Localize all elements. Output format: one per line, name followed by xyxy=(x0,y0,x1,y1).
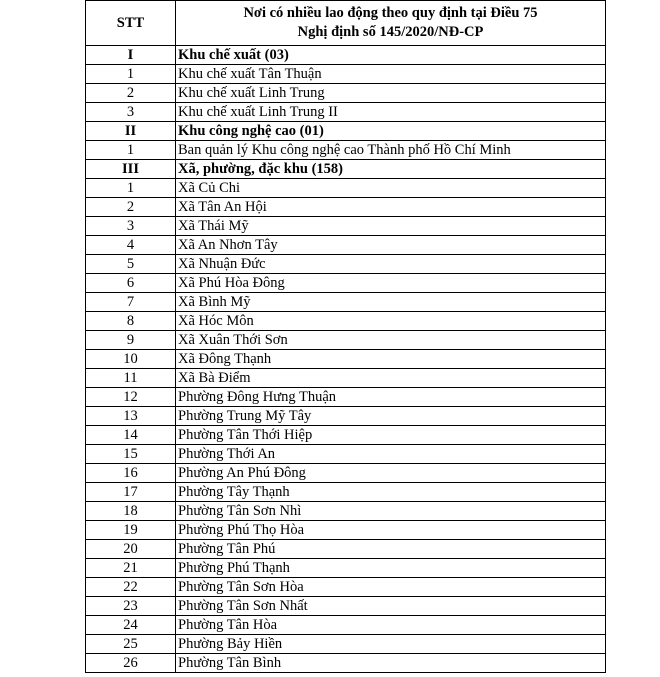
row-stt: 12 xyxy=(86,388,176,407)
row-name: Phường Tân Sơn Nhất xyxy=(176,597,606,616)
table-row xyxy=(86,331,606,350)
table-row xyxy=(86,293,606,312)
row-name: Phường Tân Sơn Nhì xyxy=(176,502,606,521)
row-name: Phường Thới An xyxy=(176,445,606,464)
table-row xyxy=(86,502,606,521)
row-stt: 26 xyxy=(86,654,176,673)
row-name: Phường Phú Thạnh xyxy=(176,559,606,578)
table-header-row xyxy=(86,1,606,46)
row-name: Xã Nhuận Đức xyxy=(176,255,606,274)
section-row xyxy=(86,46,606,65)
row-stt: 14 xyxy=(86,426,176,445)
row-stt: 1 xyxy=(86,65,176,84)
row-stt: 24 xyxy=(86,616,176,635)
table-row xyxy=(86,312,606,331)
row-stt: 23 xyxy=(86,597,176,616)
row-name: Xã Phú Hòa Đông xyxy=(176,274,606,293)
row-name: Phường Tân Bình xyxy=(176,654,606,673)
row-stt: 1 xyxy=(86,141,176,160)
table-row xyxy=(86,426,606,445)
row-stt: 5 xyxy=(86,255,176,274)
row-name: Phường Tân Phú xyxy=(176,540,606,559)
row-name: Xã Bình Mỹ xyxy=(176,293,606,312)
row-stt: 10 xyxy=(86,350,176,369)
table-row xyxy=(86,179,606,198)
row-name: Phường Đông Hưng Thuận xyxy=(176,388,606,407)
row-name: Phường Tây Thạnh xyxy=(176,483,606,502)
row-stt: 13 xyxy=(86,407,176,426)
row-stt: 1 xyxy=(86,179,176,198)
row-stt: 3 xyxy=(86,217,176,236)
row-stt: 8 xyxy=(86,312,176,331)
row-stt: 19 xyxy=(86,521,176,540)
row-stt: 22 xyxy=(86,578,176,597)
row-stt: 17 xyxy=(86,483,176,502)
row-stt: 4 xyxy=(86,236,176,255)
row-name: Khu chế xuất Linh Trung II xyxy=(176,103,606,122)
row-name: Phường Trung Mỹ Tây xyxy=(176,407,606,426)
table-row xyxy=(86,597,606,616)
row-stt: 21 xyxy=(86,559,176,578)
table-row xyxy=(86,407,606,426)
row-stt: 25 xyxy=(86,635,176,654)
row-stt: 6 xyxy=(86,274,176,293)
table-row xyxy=(86,616,606,635)
row-stt: 16 xyxy=(86,464,176,483)
table-row xyxy=(86,84,606,103)
table-row xyxy=(86,369,606,388)
section-row xyxy=(86,122,606,141)
row-name: Xã Xuân Thới Sơn xyxy=(176,331,606,350)
row-name: Khu chế xuất (03) xyxy=(176,46,606,65)
row-name: Xã Bà Điểm xyxy=(176,369,606,388)
row-stt: 11 xyxy=(86,369,176,388)
header-stt: STT xyxy=(86,1,176,46)
row-name: Khu chế xuất Tân Thuận xyxy=(176,65,606,84)
header-title xyxy=(176,1,606,46)
row-stt: 18 xyxy=(86,502,176,521)
row-name: Phường Phú Thọ Hòa xyxy=(176,521,606,540)
header-title-line-2: Nghị định số 145/2020/NĐ-CP xyxy=(297,24,484,40)
labor-locations-table xyxy=(85,0,606,673)
row-stt: 3 xyxy=(86,103,176,122)
row-stt: I xyxy=(86,46,176,65)
table-row xyxy=(86,483,606,502)
section-row xyxy=(86,160,606,179)
row-stt: 15 xyxy=(86,445,176,464)
table-row xyxy=(86,445,606,464)
table-row xyxy=(86,559,606,578)
table-row xyxy=(86,464,606,483)
table-row xyxy=(86,521,606,540)
row-name: Xã Tân An Hội xyxy=(176,198,606,217)
row-name: Phường Bảy Hiền xyxy=(176,635,606,654)
row-name: Phường Tân Hòa xyxy=(176,616,606,635)
row-name: Xã Đông Thạnh xyxy=(176,350,606,369)
table-row xyxy=(86,350,606,369)
table-row xyxy=(86,217,606,236)
row-name: Phường An Phú Đông xyxy=(176,464,606,483)
row-name: Phường Tân Sơn Hòa xyxy=(176,578,606,597)
row-name: Xã An Nhơn Tây xyxy=(176,236,606,255)
row-stt: 2 xyxy=(86,198,176,217)
row-name: Phường Tân Thới Hiệp xyxy=(176,426,606,445)
row-stt: 20 xyxy=(86,540,176,559)
row-name: Xã Củ Chi xyxy=(176,179,606,198)
row-stt: III xyxy=(86,160,176,179)
table-row xyxy=(86,236,606,255)
table-row xyxy=(86,65,606,84)
row-stt: 2 xyxy=(86,84,176,103)
table-body xyxy=(86,46,606,673)
table-row xyxy=(86,141,606,160)
row-name: Ban quản lý Khu công nghệ cao Thành phố Hồ Chí Minh xyxy=(176,141,606,160)
table-row xyxy=(86,578,606,597)
row-name: Khu công nghệ cao (01) xyxy=(176,122,606,141)
table-row xyxy=(86,274,606,293)
table-row xyxy=(86,103,606,122)
row-stt: 9 xyxy=(86,331,176,350)
table-row xyxy=(86,388,606,407)
table-row xyxy=(86,255,606,274)
row-name: Xã Thái Mỹ xyxy=(176,217,606,236)
row-name: Xã Hóc Môn xyxy=(176,312,606,331)
row-name: Khu chế xuất Linh Trung xyxy=(176,84,606,103)
row-name: Xã, phường, đặc khu (158) xyxy=(176,160,606,179)
table-row xyxy=(86,540,606,559)
table-row xyxy=(86,198,606,217)
row-stt: II xyxy=(86,122,176,141)
table-row xyxy=(86,635,606,654)
row-stt: 7 xyxy=(86,293,176,312)
table-row xyxy=(86,654,606,673)
header-title-line-1: Nơi có nhiều lao động theo quy định tại Điều 75 xyxy=(243,5,538,21)
